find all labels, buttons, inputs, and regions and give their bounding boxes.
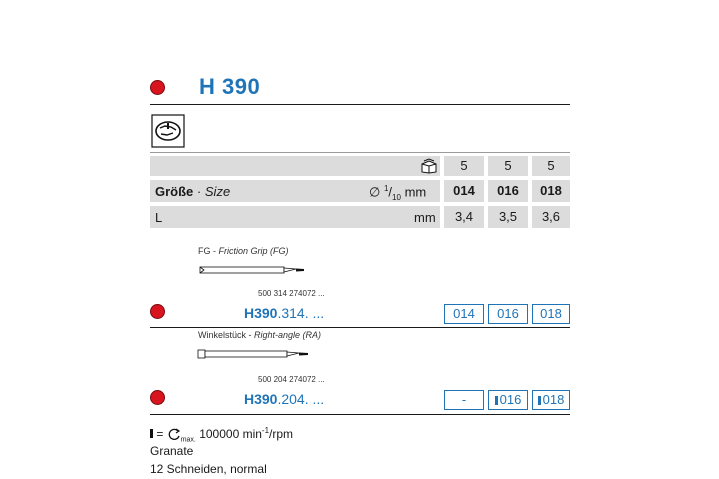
max-speed-marker-icon <box>150 429 153 438</box>
red-dot-fg <box>150 304 165 319</box>
fg-order-code <box>244 305 324 321</box>
ra-cell-018-text: 018 <box>542 392 565 407</box>
unit-denominator: 10 <box>392 192 401 202</box>
bur-images <box>380 0 570 102</box>
speed-prefix: = <box>156 427 167 441</box>
fg-cell-018: 018 <box>532 304 570 324</box>
speed-sub: max. <box>180 436 196 444</box>
length-cell-014: 3,4 <box>444 206 484 228</box>
unit-numerator: 1 <box>383 184 389 193</box>
size-cell-016: 016 <box>488 180 528 202</box>
fg-label-en: Friction Grip (FG) <box>218 246 289 256</box>
ra-order-code <box>244 391 324 407</box>
fg-code-bold: H390 <box>244 305 278 321</box>
pack-cell-018: 5 <box>532 156 570 176</box>
ra-type-label <box>198 330 321 340</box>
fg-reference-number: 500 314 274072 ... <box>258 289 325 298</box>
ra-reference-number: 500 204 274072 ... <box>258 375 325 384</box>
header-rule <box>150 104 570 105</box>
pack-row-band <box>150 156 440 176</box>
size-cell-014: 014 <box>444 180 484 202</box>
max-speed-note <box>150 426 293 443</box>
ra-cell-014: - <box>444 390 484 410</box>
size-label-en: Size <box>204 184 231 199</box>
ra-cell-018 <box>532 390 570 410</box>
size-label <box>155 184 230 199</box>
speed-unit: /rpm <box>269 427 294 441</box>
fg-cell-014: 014 <box>444 304 484 324</box>
ra-code-rest: .204. ... <box>277 391 325 407</box>
unit-mm: mm <box>404 184 427 200</box>
length-row-band <box>150 206 440 228</box>
size-label-de: Größe <box>155 184 194 199</box>
rotation-icon <box>167 428 181 440</box>
tooth-application-icon <box>151 114 185 148</box>
section-rule <box>150 152 570 153</box>
material-text: Granate <box>150 444 194 458</box>
size-unit: ∅ $^1/_{10}$ mm <box>369 184 427 202</box>
ra-label-sep: - <box>246 330 255 340</box>
ra-rule <box>150 414 570 415</box>
blades-text: 12 Schneiden, normal <box>150 462 267 476</box>
pack-cell-014: 5 <box>444 156 484 176</box>
ra-shank-drawing <box>196 346 316 362</box>
length-cell-018: 3,6 <box>532 206 570 228</box>
fg-shank-drawing <box>198 262 308 278</box>
fg-label-de: FG <box>198 246 211 256</box>
max-speed-marker-icon <box>495 396 498 405</box>
product-title: H 390 <box>199 74 261 99</box>
ra-code-bold: H390 <box>244 391 278 407</box>
ra-cell-016 <box>488 390 528 410</box>
length-label: L <box>155 210 163 225</box>
ra-label-de: Winkelstück <box>198 330 247 340</box>
diameter-symbol: ∅ <box>369 184 381 200</box>
red-dot-ra <box>150 390 165 405</box>
length-unit: mm <box>414 210 436 225</box>
package-icon <box>420 158 438 174</box>
ra-cell-016-text: 016 <box>499 392 522 407</box>
speed-value: 100000 min <box>199 427 262 441</box>
fg-label-sep: - <box>210 246 219 256</box>
speed-exp: -1 <box>261 426 270 435</box>
fg-code-rest: .314. ... <box>277 305 325 321</box>
max-speed-marker-icon <box>538 396 541 405</box>
length-cell-016: 3,5 <box>488 206 528 228</box>
fg-cell-016: 016 <box>488 304 528 324</box>
red-dot-header <box>150 80 165 95</box>
ra-label-en: Right-angle (RA) <box>254 330 322 340</box>
size-cell-018: 018 <box>532 180 570 202</box>
size-label-sep: · <box>196 184 202 199</box>
fg-type-label <box>198 246 289 256</box>
fg-rule <box>150 327 570 328</box>
pack-cell-016: 5 <box>488 156 528 176</box>
